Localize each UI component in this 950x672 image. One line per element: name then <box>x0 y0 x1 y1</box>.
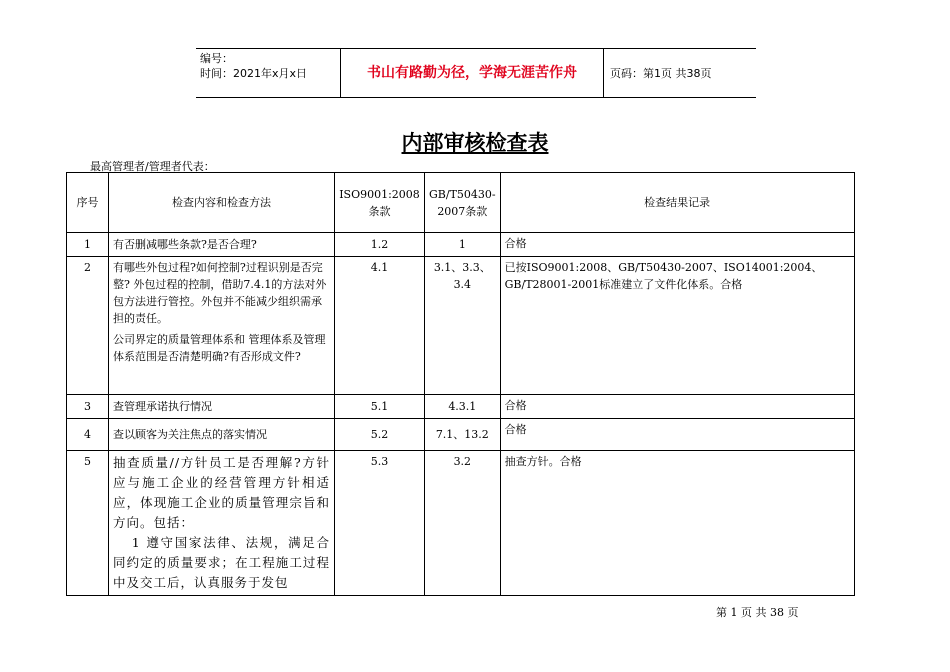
row-iso: 5.1 <box>335 395 425 419</box>
header-meta <box>200 51 340 81</box>
table-row <box>67 257 855 395</box>
row-no: 3 <box>67 395 109 419</box>
header-cell-gb: GB/T50430-2007条款 <box>425 173 501 233</box>
row-content: 有否删减哪些条款?是否合理? <box>109 233 335 257</box>
row-result: 已按ISO9001:2008、GB/T50430-2007、ISO14001:2004、GB/T28001-2001标准建立了文件化体系。合格 <box>500 257 854 395</box>
row-no: 2 <box>67 257 109 395</box>
row-no: 4 <box>67 419 109 451</box>
title-text: 内部审核检查表 <box>401 131 549 155</box>
table-header-row <box>67 173 855 233</box>
row-content: 查管理承诺执行情况 <box>109 395 335 419</box>
row-content: 查以顾客为关注焦点的落实情况 <box>109 419 335 451</box>
number-label: 编号： <box>200 52 233 65</box>
row-content-para: 1 遵守国家法律、法规，满足合同约定的质量要求；在工程施工过程中及交工后，认真服务于发包 <box>113 535 330 590</box>
row-gb: 1 <box>425 233 501 257</box>
row-result: 合格 <box>500 395 854 419</box>
table-row <box>67 451 855 596</box>
header-cell-result: 检查结果记录 <box>500 173 854 233</box>
row-iso: 1.2 <box>335 233 425 257</box>
page-header <box>196 48 756 98</box>
row-no: 1 <box>67 233 109 257</box>
row-gb: 3.2 <box>425 451 501 596</box>
row-result: 抽查方针。合格 <box>500 451 854 596</box>
header-cell-iso: ISO9001:2008条款 <box>335 173 425 233</box>
representative-label: 最高管理者/管理者代表： <box>90 160 215 173</box>
slogan: 书山有路勤为径，学海无涯苦作舟 <box>340 49 604 97</box>
row-no: 5 <box>67 451 109 596</box>
row-content-para: 有哪些外包过程?如何控制?过程识别是否完整? 外包过程的控制，借助7.4.1的方法对外包方法进行管控。外包并不能减少组织需承担的责任。 <box>113 261 327 325</box>
row-content <box>109 257 335 395</box>
page-label: 页码：第1页 共38页 <box>610 67 712 80</box>
row-iso: 5.3 <box>335 451 425 596</box>
row-iso: 5.2 <box>335 419 425 451</box>
row-iso: 4.1 <box>335 257 425 395</box>
header-cell-content: 检查内容和检查方法 <box>109 173 335 233</box>
row-content-para: 抽查质量//方针员工是否理解?方针应与施工企业的经营管理方针相适应，体现施工企业的质量管理宗旨和方向。包括： <box>113 455 330 530</box>
header-cell-no: 序号 <box>67 173 109 233</box>
row-result: 合格 <box>500 233 854 257</box>
table-row <box>67 419 855 451</box>
audit-checklist-table <box>66 172 855 596</box>
row-content <box>109 451 335 596</box>
row-result: 合格 <box>500 419 854 451</box>
row-gb: 4.3.1 <box>425 395 501 419</box>
document-title <box>0 127 950 157</box>
page-footer: 第 1 页 共 38 页 <box>716 606 799 619</box>
table-row <box>67 233 855 257</box>
row-content-para: 公司界定的质量管理体系和 管理体系及管理体系范围是否清楚明确?有否形成文件? <box>113 333 326 363</box>
row-gb: 7.1、13.2 <box>425 419 501 451</box>
row-gb: 3.1、3.3、3.4 <box>425 257 501 395</box>
date-label: 时间：2021年x月x日 <box>200 67 308 80</box>
table-row <box>67 395 855 419</box>
